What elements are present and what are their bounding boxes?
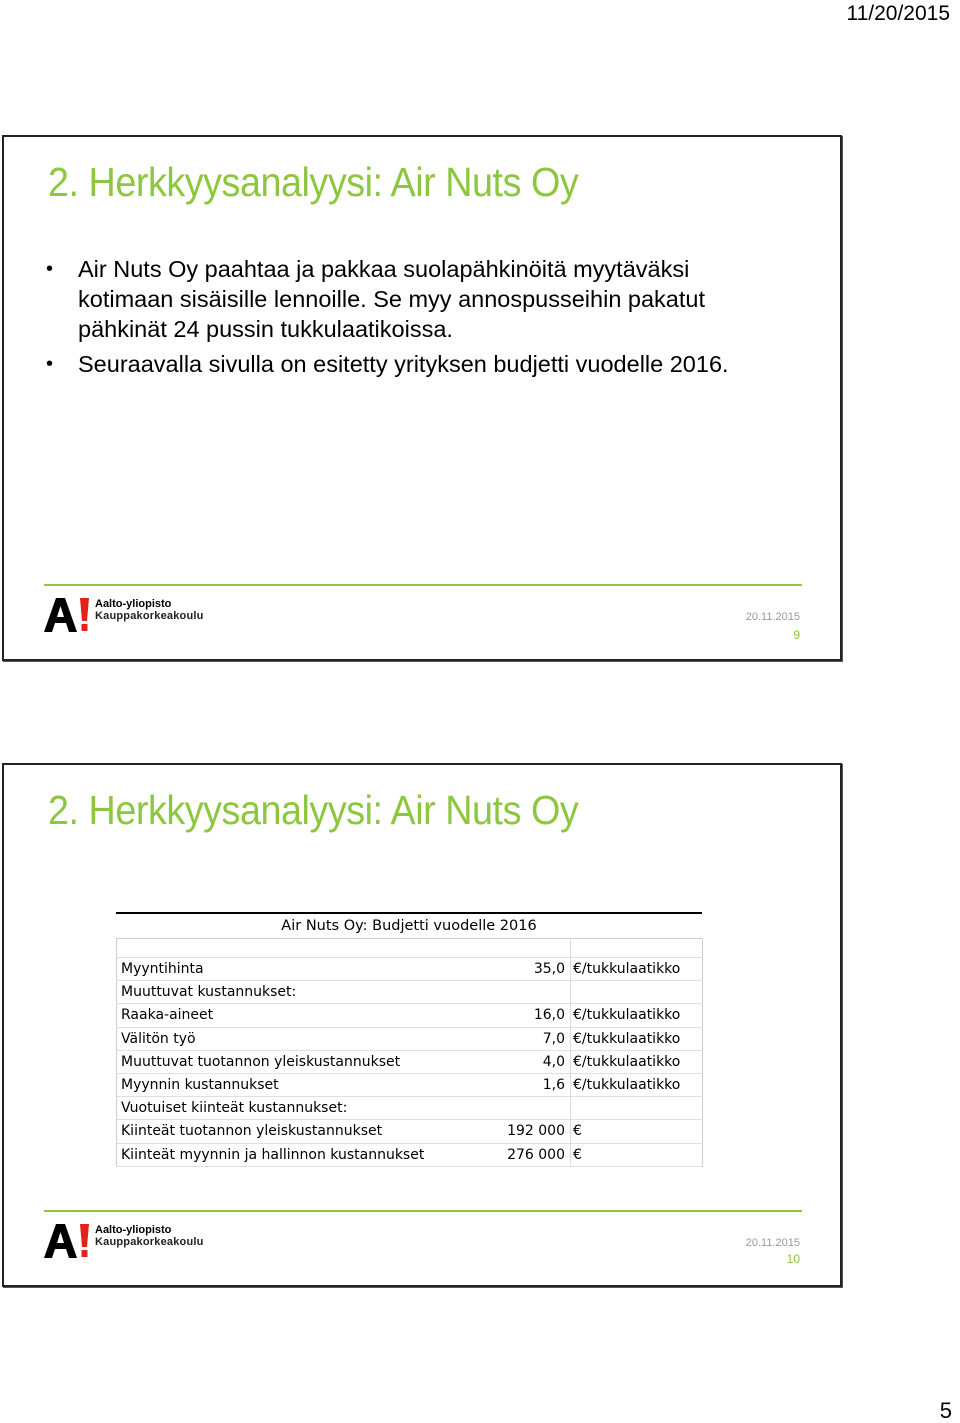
table-row — [117, 958, 703, 981]
slide-9 — [2, 135, 842, 661]
logo-text — [95, 1224, 204, 1248]
slide-number: 10 — [786, 1252, 800, 1266]
row-unit: €/tukkulaatikko — [571, 1073, 703, 1096]
bullet-icon: • — [46, 353, 54, 375]
row-value: 192 000 — [497, 1120, 571, 1143]
table-row — [117, 1073, 703, 1096]
footer-divider — [44, 584, 802, 586]
logo-text — [95, 598, 204, 622]
row-value — [497, 981, 571, 1004]
budget-table — [116, 912, 702, 1167]
row-label: Vuotuiset kiinteät kustannukset: — [117, 1097, 497, 1120]
row-label: Kiinteät tuotannon yleiskustannukset — [117, 1120, 497, 1143]
row-value — [497, 1097, 571, 1120]
slide-number: 9 — [793, 628, 800, 642]
row-value: 7,0 — [497, 1027, 571, 1050]
row-label: Välitön työ — [117, 1027, 497, 1050]
row-label: Myynnin kustannukset — [117, 1073, 497, 1096]
aalto-logo-icon — [44, 598, 92, 632]
bullet-item — [46, 254, 786, 344]
slide-title: 2. Herkkyysanalyysi: Air Nuts Oy — [48, 787, 579, 833]
page-number: 5 — [939, 1398, 952, 1423]
bullet-icon: • — [46, 258, 54, 280]
aalto-logo — [44, 1224, 204, 1258]
bullet-item — [46, 349, 786, 379]
table-row — [117, 1004, 703, 1027]
slide-date: 20.11.2015 — [745, 1237, 800, 1249]
row-unit: €/tukkulaatikko — [571, 1050, 703, 1073]
row-label: Kiinteät myynnin ja hallinnon kustannukset — [117, 1143, 497, 1166]
table-row — [117, 1120, 703, 1143]
aalto-logo-icon — [44, 1224, 92, 1258]
logo-line-2: Kauppakorkeakoulu — [95, 1236, 204, 1248]
row-value: 276 000 — [497, 1143, 571, 1166]
table-row — [117, 939, 703, 958]
row-label: Muuttuvat kustannukset: — [117, 981, 497, 1004]
row-value — [497, 939, 571, 958]
aalto-logo — [44, 598, 204, 632]
slide-10 — [2, 763, 842, 1287]
row-unit — [571, 1097, 703, 1120]
page-header-date: 11/20/2015 — [846, 2, 950, 25]
row-unit: €/tukkulaatikko — [571, 1027, 703, 1050]
logo-line-1: Aalto-yliopisto — [95, 598, 172, 610]
table-row — [117, 1050, 703, 1073]
table-row — [117, 1027, 703, 1050]
budget-rows — [116, 939, 703, 1167]
table-row — [117, 981, 703, 1004]
budget-table-title: Air Nuts Oy: Budjetti vuodelle 2016 — [116, 912, 702, 939]
row-label: Muuttuvat tuotannon yleiskustannukset — [117, 1050, 497, 1073]
row-value: 1,6 — [497, 1073, 571, 1096]
row-label: Myyntihinta — [117, 958, 497, 981]
logo-line-1: Aalto-yliopisto — [95, 1224, 172, 1236]
logo-line-2: Kauppakorkeakoulu — [95, 610, 204, 622]
row-unit: €/tukkulaatikko — [571, 1004, 703, 1027]
bullet-text: Air Nuts Oy paahtaa ja pakkaa suolapähkinöitä myytäväksi kotimaan sisäisille lennoille. Se myy annospusseihin pakatut pähkinät 24 pussin tukkulaatikoissa. — [78, 256, 706, 342]
row-label: Raaka-aineet — [117, 1004, 497, 1027]
row-unit: € — [571, 1143, 703, 1166]
row-value: 4,0 — [497, 1050, 571, 1073]
row-unit — [571, 939, 703, 958]
footer-divider — [44, 1210, 802, 1212]
slide-title: 2. Herkkyysanalyysi: Air Nuts Oy — [48, 159, 579, 205]
table-row — [117, 1143, 703, 1166]
row-value: 16,0 — [497, 1004, 571, 1027]
slide-date: 20.11.2015 — [745, 611, 800, 623]
table-row — [117, 1097, 703, 1120]
bullet-text: Seuraavalla sivulla on esitetty yrityksen budjetti vuodelle 2016. — [78, 351, 729, 377]
bullet-list — [46, 254, 786, 384]
row-unit: €/tukkulaatikko — [571, 958, 703, 981]
row-unit — [571, 981, 703, 1004]
row-value: 35,0 — [497, 958, 571, 981]
row-label — [117, 939, 497, 958]
row-unit: € — [571, 1120, 703, 1143]
